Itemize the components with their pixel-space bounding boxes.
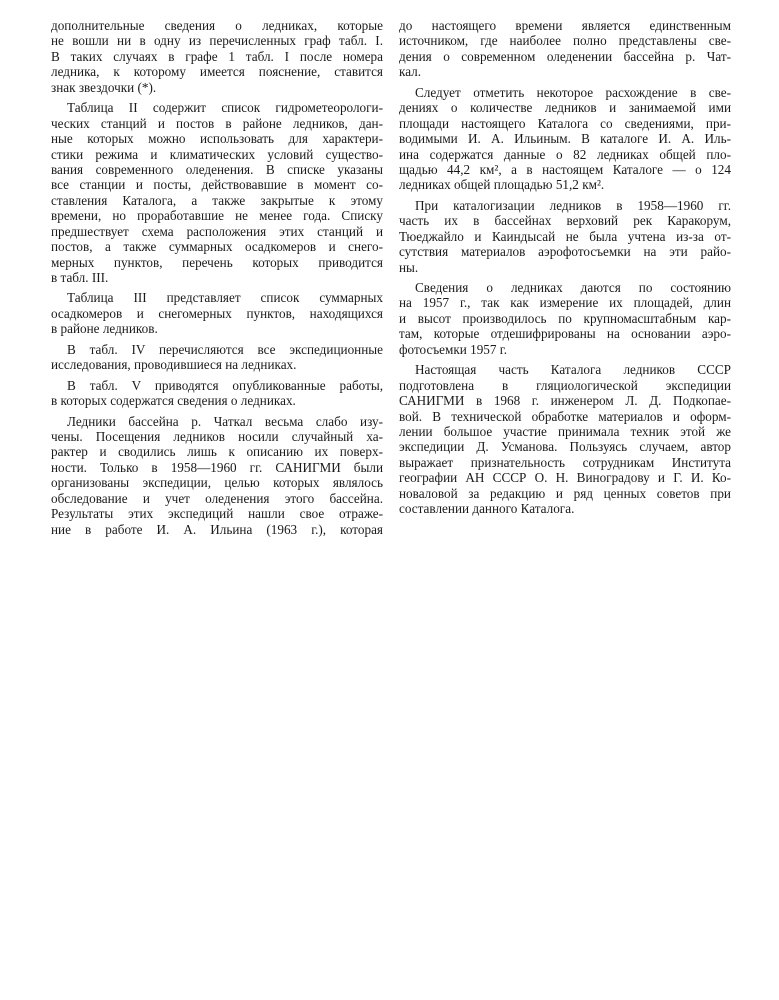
text-line: и высот производилось по крупномасштабным кар- [399, 310, 731, 326]
text-line: Сведения о ледниках даются по состоянию [415, 280, 731, 295]
text-line: там, которые отдешифрированы на основании аэро- [399, 326, 731, 342]
text-line: ны. [399, 259, 419, 275]
text-line: вой. В технической обработке материалов и оформ- [399, 408, 731, 424]
text-line: в табл. III. [51, 270, 109, 285]
text-line: чены. Посещения ледников носили случайный ха- [51, 428, 383, 444]
text-line: ческих станций и постов в районе ледников, дан- [51, 115, 383, 131]
text-line: обследование и учет оледенения этого бассейна. [51, 490, 383, 506]
text-line: знак звездочки (*). [51, 79, 157, 95]
paragraph [51, 18, 383, 95]
text-line: В табл. V приводятся опубликованные работы, [67, 377, 383, 393]
text-line: Результаты этих экспедиций нашли свое отраже- [51, 506, 383, 522]
paragraph [399, 198, 731, 275]
text-line: часть их в бассейнах верховий рек Каракорум, [399, 213, 731, 229]
text-line: ледниках общей площадью 51,2 км². [399, 177, 605, 193]
paragraph [51, 414, 383, 538]
text-line: дениях о количестве ледников и занимаемой ими [399, 100, 731, 116]
text-line: исследования, проводившиеся на ледниках. [51, 357, 297, 373]
paragraph [399, 280, 731, 357]
text-line: В табл. IV перечисляются все экспедиционные [67, 341, 383, 357]
text-line: рактер и сводились лишь к описанию их поверх- [51, 444, 383, 460]
paragraph [399, 85, 731, 193]
text-line: Тюеджайло и Каиндысай не была учтена из-за от- [399, 228, 731, 244]
text-line: в районе ледников. [51, 321, 158, 337]
text-line: дополнительные сведения о ледниках, которые [51, 18, 383, 33]
paragraph [399, 18, 731, 80]
text-line: ние в работе И. А. Ильина (1963 г.), которая [51, 521, 383, 537]
text-line: все станции и посты, действовавшие в момент со- [51, 177, 383, 193]
text-line: постов, а также суммарных осадкомеров и снего- [51, 239, 383, 255]
text-line: Таблица II содержит список гидрометеорологи- [67, 100, 383, 116]
text-line: вания современного оледенения. В списке указаны [51, 161, 383, 177]
text-line: фотосъемки 1957 г. [399, 341, 507, 357]
text-line: Ледники бассейна р. Чаткал весьма слабо изу- [67, 413, 383, 429]
text-line: времени, но проработавшие не менее года. Списку [51, 208, 383, 224]
text-line: ности. Только в 1958—1960 гг. САНИГМИ были [51, 459, 383, 475]
text-line: в которых содержатся сведения о ледниках. [51, 393, 296, 409]
text-line: площади настоящего Каталога со сведениями, при- [399, 115, 731, 131]
text-line: В таких случаях в графе 1 табл. I после номера [51, 48, 383, 64]
text-line: При каталогизации ледников в 1958—1960 гг. [415, 197, 731, 213]
text-line: не вошли ни в одну из перечисленных граф табл. I. [51, 33, 383, 49]
paragraph [51, 342, 383, 373]
right-text-column [399, 18, 731, 517]
paragraph [51, 378, 383, 409]
text-line: Настоящая часть Каталога ледников СССР [415, 362, 731, 378]
text-line: ные которых можно использовать для характери- [51, 131, 383, 147]
text-line: осадкомеров и снегомерных пунктов, находящихся [51, 305, 383, 321]
text-line: лении большое участие принимала техник этой же [399, 423, 731, 439]
left-text-column [51, 18, 383, 537]
text-line: САНИГМИ в 1968 г. инженером Л. Д. Подкопае- [399, 393, 731, 409]
paragraph [51, 290, 383, 336]
text-line: на 1957 г., так как измерение их площадей, длин [399, 295, 731, 311]
text-line: новаловой за редакцию и ряд ценных советов при [399, 485, 731, 501]
text-line: ина содержатся данные о 82 ледниках общей пло- [399, 146, 731, 162]
text-line: организованы экспедиции, целью которых являлось [51, 475, 383, 491]
paragraph [51, 100, 383, 285]
text-line: до настоящего времени является единственным [399, 18, 731, 33]
text-line: сутствия материалов аэрофотосъемки на эти райо- [399, 244, 731, 260]
text-line: дения о современном оледенении бассейна р. Чат- [399, 48, 731, 64]
text-line: подготовлена в гляциологической экспедиции [399, 377, 731, 393]
text-line: выражает признательность сотрудникам Института [399, 454, 731, 470]
text-line: географии АН СССР О. Н. Виноградову и Г. И. Ко- [399, 470, 731, 486]
text-line: составлении данного Каталога. [399, 501, 575, 517]
text-line: Следует отметить некоторое расхождение в све- [415, 84, 731, 100]
text-line: предшествует схема расположения этих станций и [51, 223, 383, 239]
text-line: кал. [399, 64, 422, 80]
text-line: ставления Каталога, а также закрытые к этому [51, 192, 383, 208]
text-line: Таблица III представляет список суммарных [67, 290, 383, 306]
text-line: щадью 44,2 км², а в настоящем Каталоге — о 124 [399, 161, 731, 177]
text-line: мерных пунктов, перечень которых приводится [51, 254, 383, 270]
text-line: стики режима и климатических условий существо- [51, 146, 383, 162]
text-line: экспедиции Д. Усманова. Пользуясь случаем, автор [399, 439, 731, 455]
text-line: ледника, к которому имеется пояснение, ставится [51, 64, 383, 80]
paragraph [399, 362, 731, 516]
text-line: источником, где наиболее полно представлены све- [399, 33, 731, 49]
text-line: водимыми И. А. Ильиным. В каталоге И. А. Иль- [399, 131, 731, 147]
